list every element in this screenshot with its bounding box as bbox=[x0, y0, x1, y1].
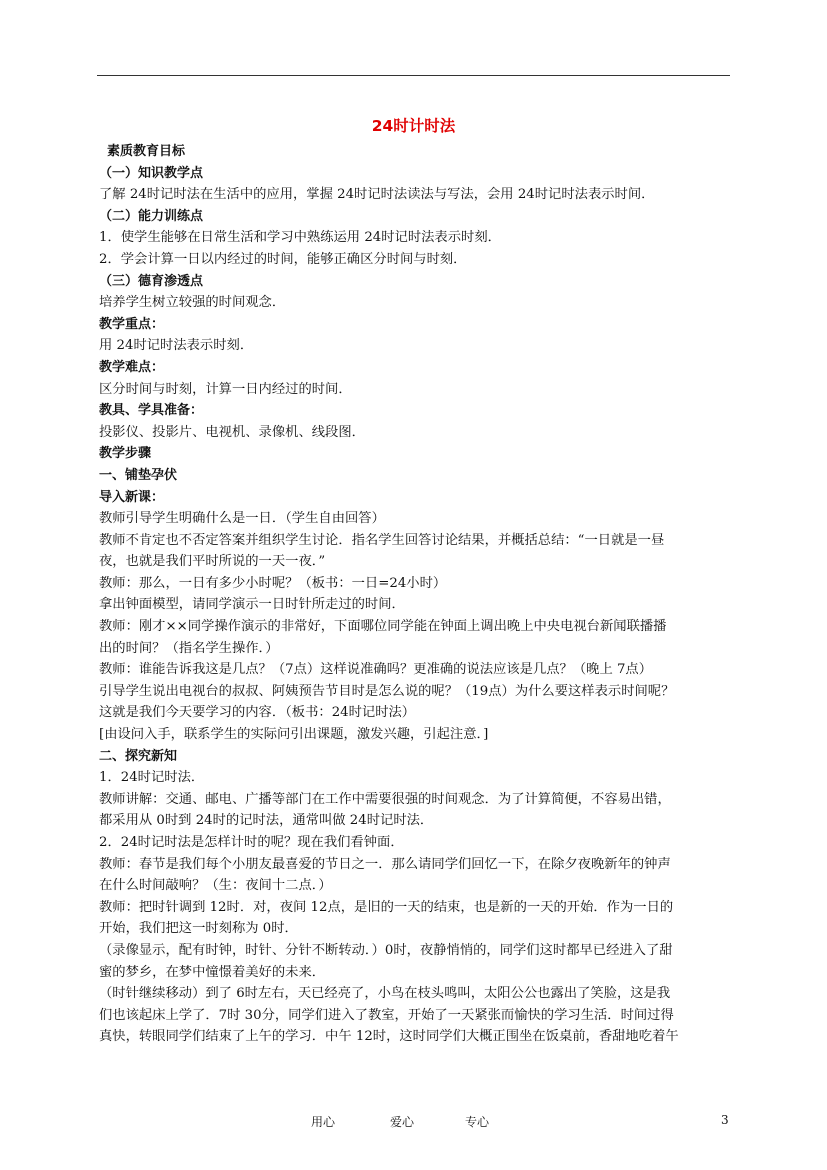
body-line: 教师：春节是我们每个小朋友最喜爱的节日之一．那么请同学们回忆一下，在除夕夜晚新年的钟声 bbox=[99, 856, 671, 872]
body-line: 教师：那么，一日有多少小时呢？（板书：一日=24小时） bbox=[99, 575, 447, 591]
body-line: 开始，我们把这一时刻称为 0时． bbox=[99, 921, 298, 937]
body-line: 都采用从 0时到 24时的记时法，通常叫做 24时记时法． bbox=[99, 813, 434, 829]
section-heading: 教学难点： bbox=[99, 359, 165, 375]
footer-motto-1: 用心 bbox=[311, 1115, 336, 1129]
body-line: [由设问入手，联系学生的实际问引出课题，激发兴趣，引起注意．] bbox=[99, 727, 489, 743]
body-line: 1．使学生能够在日常生活和学习中熟练运用 24时记时法表示时刻． bbox=[99, 230, 501, 246]
section-heading: （三）德育渗透点 bbox=[99, 273, 204, 289]
section-heading: 素质教育目标 bbox=[107, 144, 186, 159]
body-line: 出的时间？（指名学生操作．） bbox=[99, 640, 279, 656]
section-heading: 教具、学具准备： bbox=[99, 403, 204, 419]
page-number: 3 bbox=[721, 1113, 729, 1127]
body-line: 1．24时记时法． bbox=[99, 770, 205, 786]
body-line: 教师讲解：交通、邮电、广播等部门在工作中需要很强的时间观念．为了计算简便，不容易出错， bbox=[99, 791, 671, 807]
body-line: 引导学生说出电视台的叔叔、阿姨预告节目时是怎么说的呢？（19点）为什么要这样表示时间呢？ bbox=[99, 683, 675, 699]
document-body bbox=[99, 141, 731, 1048]
body-line: 区分时间与时刻，计算一日内经过的时间． bbox=[99, 381, 352, 397]
section-heading: 教学重点： bbox=[99, 316, 165, 332]
body-line: 教师：刚才××同学操作演示的非常好，下面哪位同学能在钟面上调出晚上中央电视台新闻联播播 bbox=[99, 619, 667, 635]
section-heading: 二、探究新知 bbox=[99, 748, 178, 764]
body-line: 2．24时记时法是怎样计时的呢？现在我们看钟面． bbox=[99, 835, 404, 850]
body-line: 们也该起床上学了．7时 30分，同学们进入了教室，开始了一天紧张而愉快的学习生活．时间过得 bbox=[99, 1007, 674, 1023]
body-line: （时针继续移动）到了 6时左右，天已经亮了，小鸟在枝头鸣叫，太阳公公也露出了笑脸，这是我 bbox=[99, 986, 671, 1002]
body-line: 2．学会计算一日以内经过的时间，能够正确区分时间与时刻． bbox=[99, 251, 467, 267]
section-heading: 教学步骤 bbox=[99, 446, 152, 462]
body-line: 在什么时间敲响？（生：夜间十二点．） bbox=[99, 878, 332, 894]
body-line: 用 24时记时法表示时刻． bbox=[99, 338, 254, 354]
body-line: 蜜的梦乡，在梦中憧憬着美好的未来． bbox=[99, 964, 326, 980]
body-line: （录像显示，配有时钟，时针、分针不断转动．）0时，夜静悄悄的，同学们这时都早已经进入了甜 bbox=[99, 942, 673, 958]
body-line: 夜，也就是我们平时所说的一天一夜．” bbox=[99, 554, 326, 570]
section-heading: 一、铺垫孕伏 bbox=[99, 467, 178, 483]
footer-motto-2: 爱心 bbox=[390, 1115, 415, 1129]
body-line: 教师不肯定也不否定答案并组织学生讨论．指名学生回答讨论结果，并概括总结：“一日就是一昼 bbox=[99, 532, 665, 548]
body-line: 了解 24时记时法在生活中的应用，掌握 24时记时法读法与写法，会用 24时记时法表示时间． bbox=[99, 187, 655, 203]
body-line: 拿出钟面模型，请同学演示一日时针所走过的时间． bbox=[99, 597, 405, 613]
section-heading: （一）知识教学点 bbox=[99, 165, 204, 181]
body-line: 培养学生树立较强的时间观念． bbox=[99, 295, 286, 311]
section-heading: 导入新课： bbox=[99, 489, 165, 505]
page-footer bbox=[0, 1113, 827, 1133]
footer-motto-3: 专心 bbox=[465, 1115, 490, 1129]
section-heading: （二）能力训练点 bbox=[99, 208, 204, 224]
body-line: 真快，转眼同学们结束了上午的学习．中午 12时，这时同学们大概正围坐在饭桌前，香甜地吃着午 bbox=[99, 1029, 679, 1045]
header-rule bbox=[97, 75, 730, 76]
body-line: 这就是我们今天要学习的内容．（板书：24时记时法） bbox=[99, 705, 416, 721]
body-line: 教师：谁能告诉我这是几点？（7点）这样说准确吗？更准确的说法应该是几点？（晚上 7点） bbox=[99, 662, 653, 678]
body-line: 教师：把时针调到 12时．对，夜间 12点，是旧的一天的结束，也是新的一天的开始．作为一日的 bbox=[99, 899, 674, 915]
page-title: 24时计时法 bbox=[371, 117, 456, 135]
body-line: 投影仪、投影片、电视机、录像机、线段图． bbox=[99, 424, 365, 440]
body-line: 教师引导学生明确什么是一日．（学生自由回答） bbox=[99, 511, 385, 527]
